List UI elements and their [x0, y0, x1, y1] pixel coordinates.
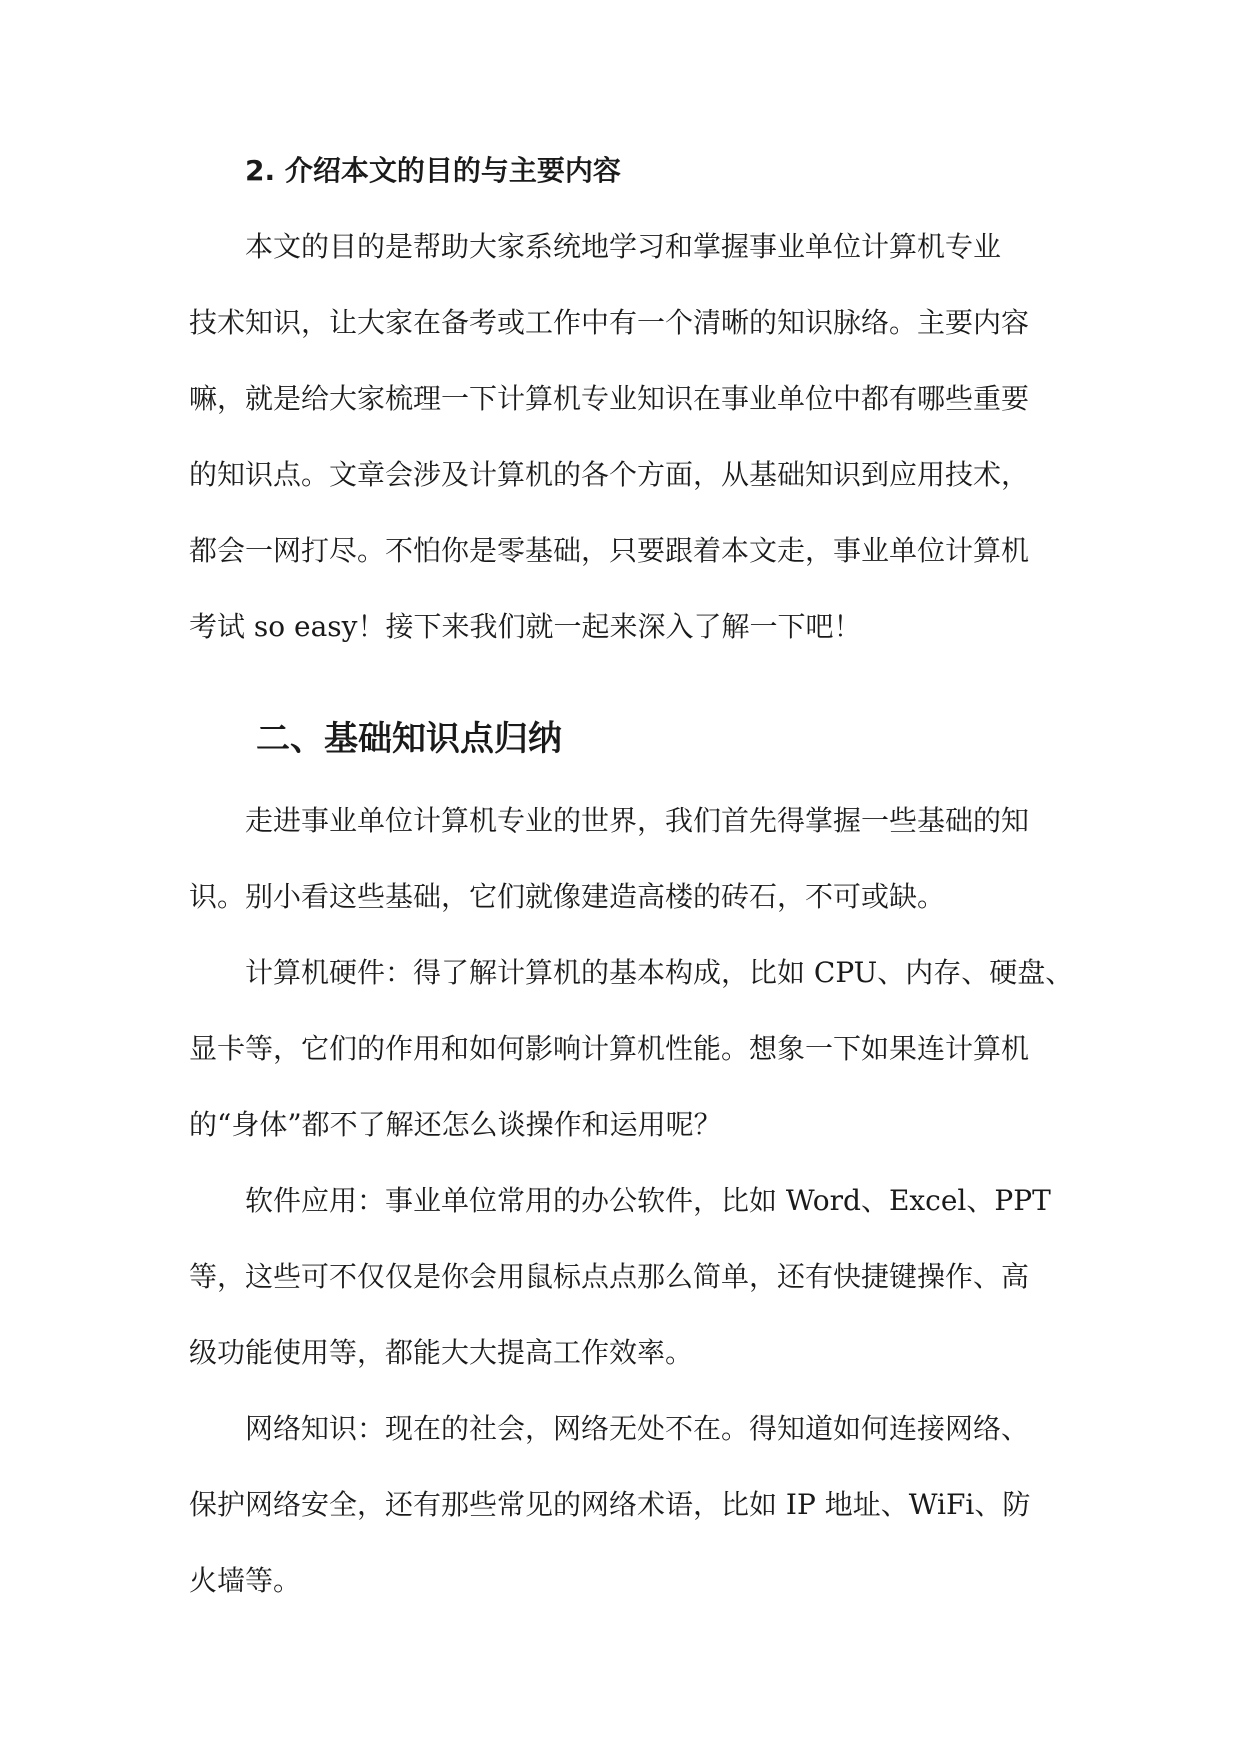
paragraph-line: 软件应用：事业单位常用的办公软件，比如 Word、Excel、PPT: [245, 1184, 1051, 1217]
paragraph-line: 等，这些可不仅仅是你会用鼠标点点那么简单，还有快捷键操作、高: [189, 1260, 1030, 1293]
paragraph-network: [189, 1391, 1121, 1619]
paragraph-line: 都会一网打尽。不怕你是零基础，只要跟着本文走，事业单位计算机: [189, 534, 1030, 567]
paragraph-line: 本文的目的是帮助大家系统地学习和掌握事业单位计算机专业: [245, 230, 1002, 263]
paragraph-line: 级功能使用等，都能大大提高工作效率。: [189, 1336, 694, 1369]
paragraph-line: 的“身体”都不了解还怎么谈操作和运用呢？: [189, 1108, 722, 1141]
paragraph-line: 火墙等。: [189, 1564, 302, 1597]
paragraph-line: 保护网络安全，还有那些常见的网络术语，比如 IP 地址、WiFi、防: [189, 1488, 1031, 1521]
paragraph-line: 嘛，就是给大家梳理一下计算机专业知识在事业单位中都有哪些重要: [189, 382, 1030, 415]
paragraph-line: 网络知识：现在的社会，网络无处不在。得知道如何连接网络、: [245, 1412, 1030, 1445]
section-heading-purpose: 2. 介绍本文的目的与主要内容: [245, 154, 621, 187]
paragraph-line: 走进事业单位计算机专业的世界，我们首先得掌握一些基础的知: [245, 804, 1030, 837]
chapter-heading-basics: 二、基础知识点归纳: [256, 719, 562, 759]
paragraph-line: 计算机硬件：得了解计算机的基本构成，比如 CPU、内存、硬盘、: [245, 956, 1074, 989]
paragraph-software: [189, 1163, 1121, 1391]
paragraph-hardware: [189, 935, 1121, 1163]
paragraph-line: 识。别小看这些基础，它们就像建造高楼的砖石，不可或缺。: [189, 880, 946, 913]
paragraph-basics-intro: [189, 783, 1121, 935]
paragraph-line: 技术知识，让大家在备考或工作中有一个清晰的知识脉络。主要内容: [189, 306, 1030, 339]
paragraph-line: 考试 so easy！接下来我们就一起来深入了解一下吧！: [189, 610, 862, 643]
paragraph-line: 显卡等，它们的作用和如何影响计算机性能。想象一下如果连计算机: [189, 1032, 1030, 1065]
paragraph-line: 的知识点。文章会涉及计算机的各个方面，从基础知识到应用技术，: [189, 458, 1030, 491]
intro-paragraph: [189, 209, 1121, 665]
